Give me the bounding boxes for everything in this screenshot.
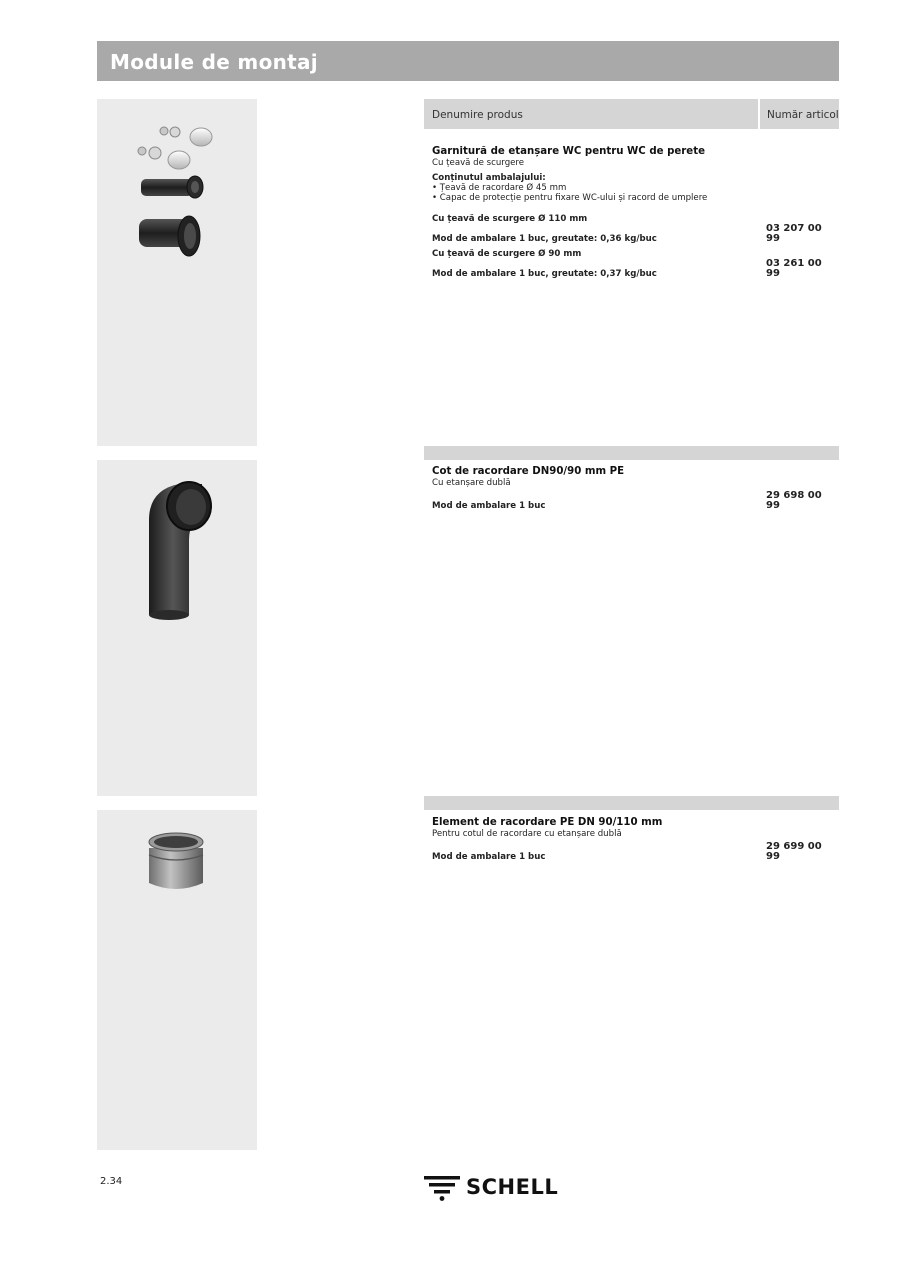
article-number: 29 699 00 99: [766, 841, 822, 862]
page-title: Module de montaj: [97, 41, 839, 81]
product-image-panel-2: [97, 460, 257, 796]
product-entry-1: [432, 146, 832, 279]
brand-logo: [424, 1173, 558, 1201]
page-number: 2.34: [100, 1176, 123, 1187]
contents-item: • Capac de protecție pentru fixare WC-ului și racord de umplere: [432, 193, 708, 203]
brand-name: SCHELL: [466, 1175, 559, 1199]
product-entry-2: [432, 466, 832, 511]
product-name: Cot de racordare DN90/90 mm PE: [432, 466, 625, 477]
section-divider: [424, 796, 839, 810]
product-image-panel-3: [97, 810, 257, 1150]
variant-line: Cu țeavă de scurgere Ø 90 mm: [432, 249, 582, 259]
product-subtitle: Cu etanșare dublă: [432, 478, 511, 488]
variant-packaging: Mod de ambalare 1 buc, greutate: 0,37 kg/buc: [432, 269, 657, 279]
section-divider: [424, 446, 839, 460]
variant-packaging: Mod de ambalare 1 buc, greutate: 0,36 kg/buc: [432, 234, 657, 244]
faucet-logo-icon: [424, 1173, 460, 1201]
wc-seal-kit-image: [97, 99, 257, 446]
product-subtitle: Pentru cotul de racordare cu etanșare dublă: [432, 829, 622, 839]
adapter-ring-image: [97, 810, 257, 1150]
product-name: Element de racordare PE DN 90/110 mm: [432, 817, 663, 828]
contents-item: • Țeavă de racordare Ø 45 mm: [432, 183, 567, 193]
product-packaging: Mod de ambalare 1 buc: [432, 852, 546, 862]
article-number: 29 698 00 99: [766, 490, 822, 511]
connection-bend-image: [97, 460, 257, 796]
contents-label: Conținutul ambalajului:: [432, 173, 546, 183]
column-header-article: Număr articol: [760, 99, 839, 129]
article-number: 03 261 00 99: [766, 258, 822, 279]
column-header-product: Denumire produs: [424, 99, 758, 129]
product-entry-3: [432, 817, 832, 862]
product-subtitle: Cu țeavă de scurgere: [432, 158, 525, 168]
product-image-panel-1: [97, 99, 257, 446]
variant-line: Cu țeavă de scurgere Ø 110 mm: [432, 214, 588, 224]
product-packaging: Mod de ambalare 1 buc: [432, 501, 546, 511]
product-name: Garnitură de etanșare WC pentru WC de perete: [432, 146, 705, 157]
article-number: 03 207 00 99: [766, 223, 822, 244]
